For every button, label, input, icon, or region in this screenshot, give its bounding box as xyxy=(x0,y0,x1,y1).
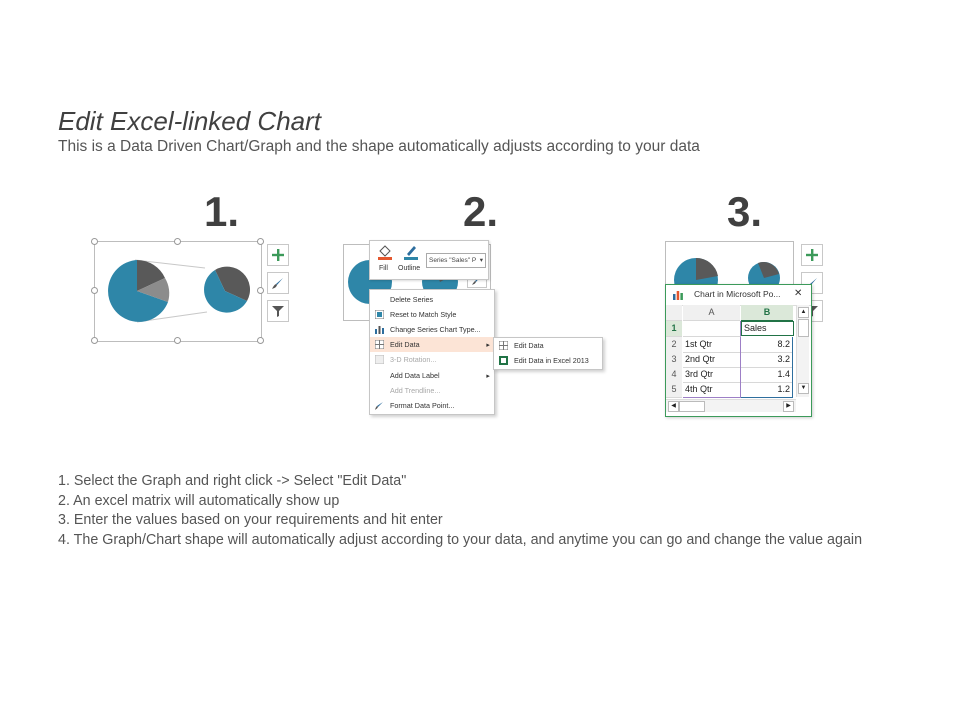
chart-icon xyxy=(673,290,683,300)
plus-icon xyxy=(272,249,284,261)
chevron-up-icon[interactable]: ▲ xyxy=(798,307,809,318)
cell-a2[interactable]: 1st Qtr xyxy=(683,337,741,353)
edit-data-icon xyxy=(499,341,508,350)
chevron-right-icon[interactable]: ▶ xyxy=(783,401,794,412)
resize-handle[interactable] xyxy=(174,238,181,245)
instructions xyxy=(58,472,910,550)
chart-elements-button[interactable] xyxy=(267,244,289,266)
chevron-right-icon: ▸ xyxy=(486,340,490,349)
resize-handle[interactable] xyxy=(257,287,264,294)
cell-a4[interactable]: 3rd Qtr xyxy=(683,367,741,383)
fill-label: Fill xyxy=(379,265,388,272)
submenu-item-edit-data-excel[interactable]: Edit Data in Excel 2013 xyxy=(494,353,602,368)
row-number[interactable]: 5 xyxy=(666,382,682,398)
column-header-b[interactable]: B xyxy=(741,305,793,322)
step-number-1: 1. xyxy=(204,188,240,235)
menu-item-edit-data[interactable]: Edit Data ▸ xyxy=(370,337,494,352)
row-number[interactable]: 2 xyxy=(666,337,682,353)
menu-item-change-chart-type[interactable]: Change Series Chart Type... xyxy=(370,322,494,337)
outline-label: Outline xyxy=(398,265,421,272)
chevron-down-icon: ▾ xyxy=(479,257,483,264)
page-title: Edit Excel-linked Chart xyxy=(58,106,321,136)
instruction-4: 4. The Graph/Chart shape will automatically adjust according to your data, and anytime you can go and change the value again xyxy=(58,531,863,548)
menu-item-add-trendline[interactable]: Add Trendline... xyxy=(390,386,441,395)
scroll-thumb[interactable] xyxy=(798,319,809,337)
excel-title-bar xyxy=(666,285,811,306)
format-icon xyxy=(375,401,384,410)
paint-bucket-icon xyxy=(377,244,393,260)
cell-b2[interactable]: 8.2 xyxy=(741,337,793,353)
cell-b3[interactable]: 3.2 xyxy=(741,352,793,368)
edit-data-submenu xyxy=(493,337,603,370)
menu-item-reset-style[interactable]: Reset to Match Style xyxy=(370,307,494,322)
edit-data-icon xyxy=(375,340,384,349)
resize-handle[interactable] xyxy=(91,337,98,344)
pie-of-pie-chart xyxy=(95,242,261,341)
cell-a5[interactable]: 4th Qtr xyxy=(683,382,741,398)
plus-icon xyxy=(806,249,818,261)
mini-toolbar xyxy=(369,240,489,280)
cell-b1[interactable]: Sales xyxy=(741,321,794,336)
instruction-3: 3. Enter the values based on your requirements and hit enter xyxy=(58,512,443,528)
column-header-a[interactable]: A xyxy=(683,305,740,321)
menu-item-format-data-point[interactable]: Format Data Point... xyxy=(370,398,494,413)
cell-b5[interactable]: 1.2 xyxy=(741,382,793,398)
row-number[interactable]: 3 xyxy=(666,352,682,368)
cell-b4[interactable]: 1.4 xyxy=(741,367,793,383)
pen-icon xyxy=(403,244,419,260)
fill-button[interactable] xyxy=(374,243,396,277)
horizontal-scrollbar[interactable] xyxy=(666,399,796,412)
excel-icon xyxy=(499,356,508,365)
filter-icon xyxy=(272,305,284,317)
chart-filters-button[interactable] xyxy=(267,300,289,322)
instruction-2: 2. An excel matrix will automatically show up xyxy=(58,492,340,509)
brush-icon xyxy=(272,277,284,289)
series-select[interactable] xyxy=(426,253,486,268)
resize-handle[interactable] xyxy=(91,287,98,294)
scroll-thumb[interactable] xyxy=(679,401,705,412)
vertical-scrollbar[interactable] xyxy=(796,305,809,397)
resize-handle[interactable] xyxy=(91,238,98,245)
step-number-2: 2. xyxy=(463,188,499,235)
resize-handle[interactable] xyxy=(174,337,181,344)
chart-elements-button[interactable] xyxy=(801,244,823,266)
context-menu xyxy=(369,289,495,415)
cell-a3[interactable]: 2nd Qtr xyxy=(683,352,741,368)
chevron-down-icon[interactable]: ▼ xyxy=(798,383,809,394)
menu-item-delete-series[interactable]: Delete Series xyxy=(390,295,434,304)
excel-window-title: Chart in Microsoft Po... xyxy=(694,289,781,299)
close-icon[interactable]: ✕ xyxy=(794,288,803,299)
reset-style-icon xyxy=(375,310,384,319)
outline-button[interactable] xyxy=(398,243,426,277)
menu-item-3d-rotation[interactable]: 3-D Rotation... xyxy=(370,352,494,367)
chevron-right-icon: ▸ xyxy=(486,371,490,380)
row-number[interactable]: 4 xyxy=(666,367,682,383)
row-number[interactable]: 1 xyxy=(666,321,682,337)
selected-chart[interactable] xyxy=(94,241,262,342)
excel-window xyxy=(665,284,812,417)
rotation-icon xyxy=(375,355,384,364)
cell-a1[interactable] xyxy=(683,321,741,337)
page-subtitle: This is a Data Driven Chart/Graph and the shape automatically adjusts according to your data xyxy=(58,138,700,155)
menu-item-add-data-label[interactable]: Add Data Label ▸ xyxy=(370,368,494,383)
chevron-left-icon[interactable]: ◀ xyxy=(668,401,679,412)
chart-styles-button[interactable] xyxy=(267,272,289,294)
submenu-item-edit-data[interactable]: Edit Data xyxy=(494,338,602,353)
corner-cell[interactable] xyxy=(666,305,682,321)
bar-chart-icon xyxy=(375,325,384,334)
resize-handle[interactable] xyxy=(257,238,264,245)
series-select-value: Series "Sales" P xyxy=(429,257,477,264)
resize-handle[interactable] xyxy=(257,337,264,344)
step-number-3: 3. xyxy=(727,188,763,235)
instruction-1: 1. Select the Graph and right click -> Select "Edit Data" xyxy=(58,473,407,489)
